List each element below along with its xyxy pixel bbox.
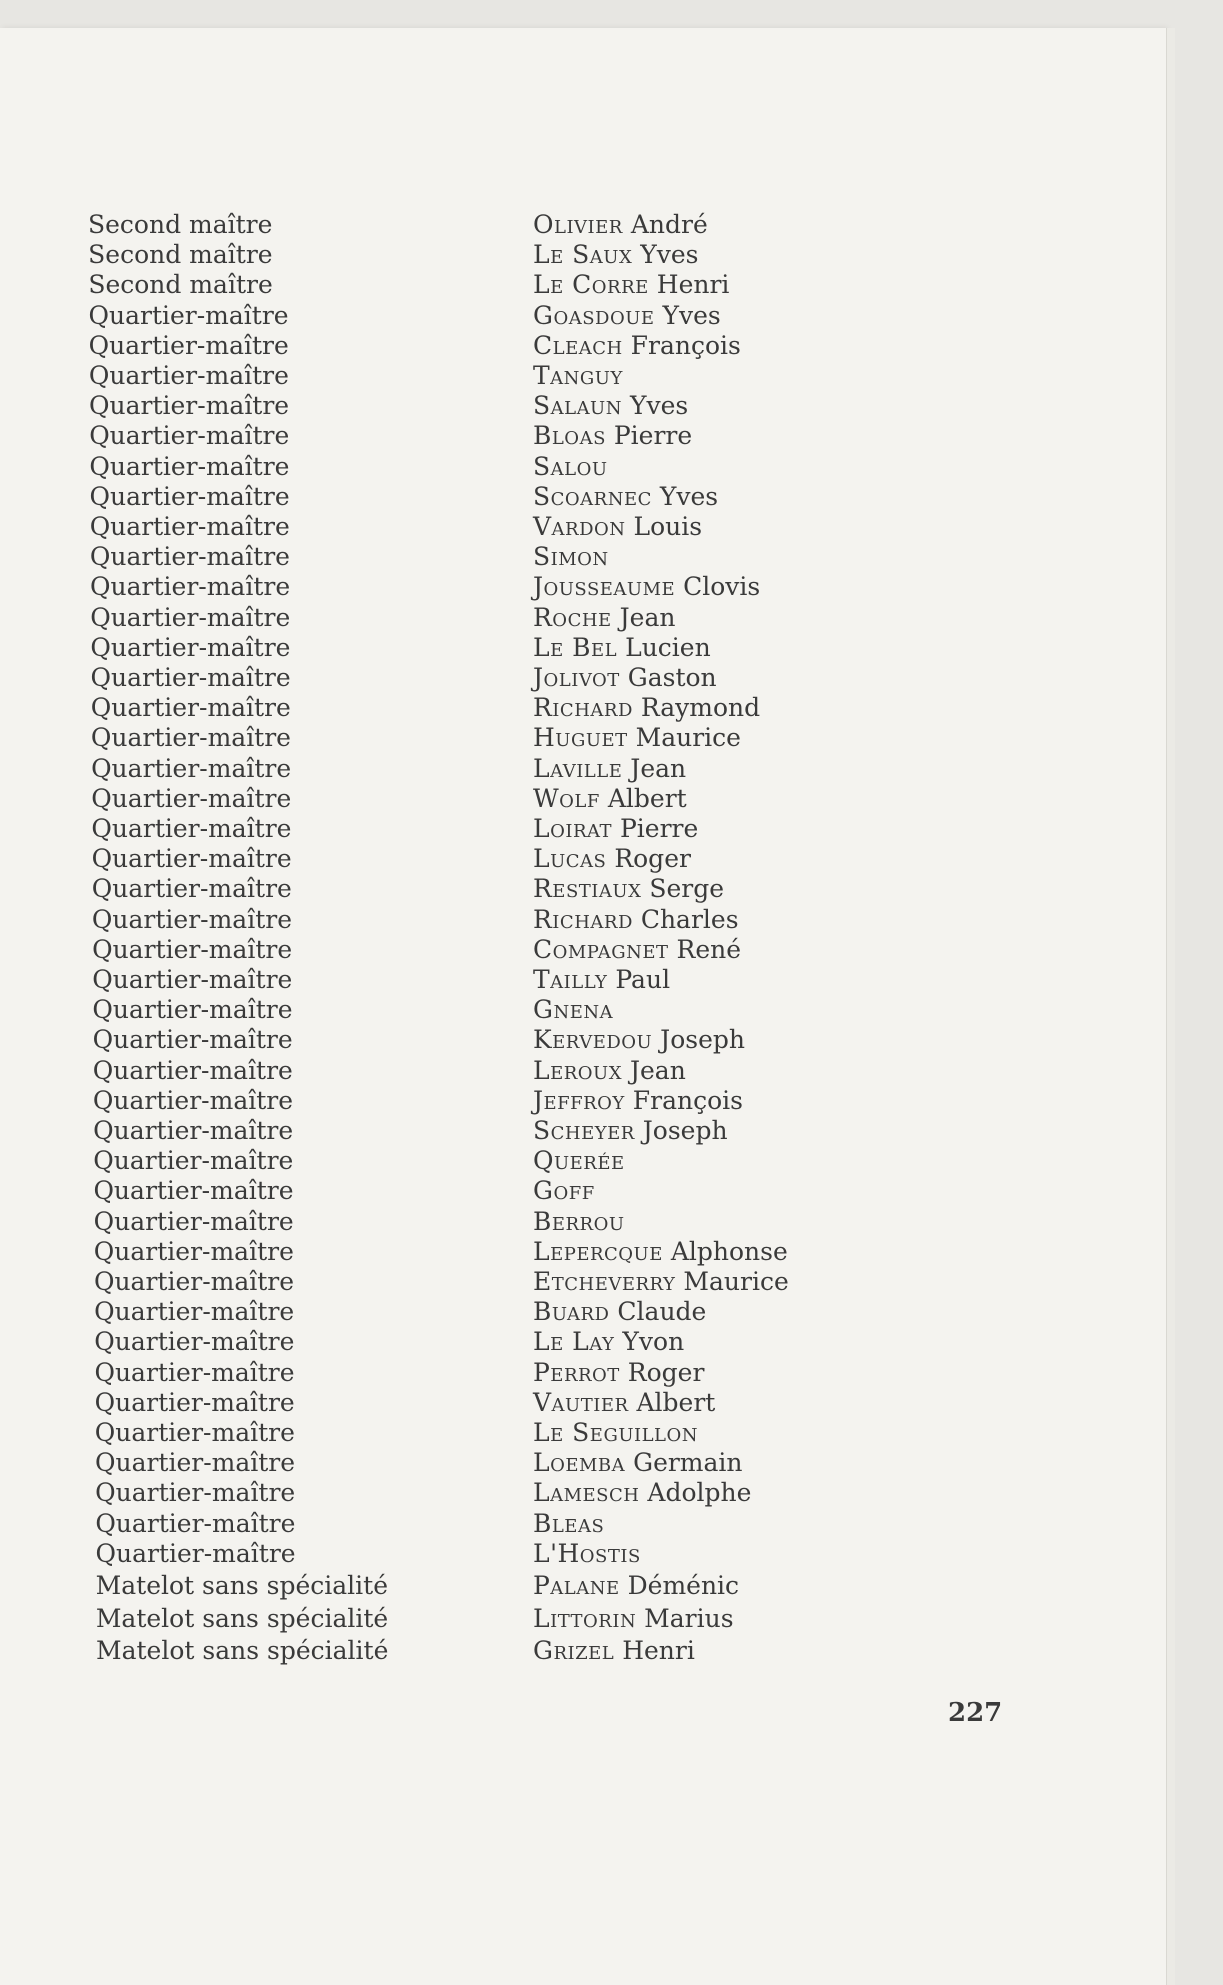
surname: Wolf [532,783,600,813]
crew-name [533,1358,704,1388]
surname: Perrot [532,1357,620,1387]
rank-label: Quartier-maître [93,1267,295,1296]
crew-name [533,995,613,1025]
first-name: Maurice [635,723,741,753]
surname: Lucas [532,844,607,874]
crew-name [533,874,724,904]
rank-label: Quartier-maître [94,1297,295,1327]
surname: Goasdoue [532,300,655,330]
rank-label: Quartier-maître [95,1478,296,1508]
surname: Salou [532,451,608,481]
surname: Huguet [532,723,628,753]
first-name: Clovis [683,572,761,602]
crew-name [533,210,708,240]
crew-name [533,512,702,542]
surname: Lamesch [532,1478,640,1508]
crew-name [533,814,698,844]
rank-label: Quartier-maître [92,1085,294,1115]
rank-label: Second maître [88,240,273,270]
rank-label: Quartier-maître [93,1116,294,1145]
rank-label: Quartier-maître [94,1387,295,1417]
first-name: Raymond [640,693,761,723]
rank-label: Matelot sans spécialité [95,1603,389,1633]
crew-name [533,1448,743,1478]
crew-name [533,240,699,270]
surname: Lepercque [532,1236,663,1266]
rank-label: Quartier-maître [89,391,290,421]
first-name: Paul [615,965,671,994]
rank-label: Quartier-maître [94,1327,295,1357]
rank-label: Quartier-maître [93,1146,294,1176]
crew-name [533,301,721,331]
first-name: Yvon [622,1327,685,1357]
crew-name [533,1478,751,1508]
crew-name [533,1237,788,1267]
crew-name [533,1146,625,1176]
crew-name [533,1327,684,1357]
rank-label: Quartier-maître [95,1508,296,1538]
rank-label: Quartier-maître [90,632,291,662]
surname: Richard [532,693,633,723]
crew-name [533,1176,595,1206]
crew-name [533,663,717,693]
crew-name [533,693,760,723]
first-name: Roger [614,844,691,874]
crew-name [533,1056,686,1086]
first-name: Gaston [627,663,717,692]
first-name: Yves [640,240,699,270]
first-name: Henri [656,270,730,300]
surname: Le Corre [532,270,649,300]
crew-name [533,1267,789,1297]
first-name: Adolphe [647,1478,752,1508]
rank-label: Quartier-maître [88,300,289,330]
first-name: Joseph [660,1025,745,1055]
crew-name [533,1604,734,1634]
crew-name [533,1636,695,1666]
rank-label: Quartier-maître [91,814,292,843]
rank-label: Quartier-maître [91,874,292,904]
crew-name [533,784,687,814]
rank-label: Quartier-maître [92,1025,293,1055]
surname: Cleach [532,330,623,360]
crew-name [533,965,670,995]
first-name: Yves [659,481,719,511]
first-name: Claude [617,1297,707,1327]
surname: Tailly [532,965,608,994]
first-name: Maurice [683,1267,789,1296]
page-edge [1166,28,1175,1985]
surname: Le Lay [532,1327,615,1357]
surname: Le Bel [532,632,618,662]
first-name: Marius [644,1603,734,1633]
rank-label: Quartier-maître [89,481,290,511]
first-name: André [630,210,708,239]
surname: Roche [532,602,612,632]
surname: Loemba [532,1448,626,1478]
crew-name [533,361,623,391]
surname: Grizel [533,1636,615,1666]
surname: Berrou [532,1206,625,1236]
first-name: Germain [633,1448,743,1478]
surname: Littorin [532,1603,637,1633]
crew-name [533,270,729,300]
surname: Salaun [532,391,622,421]
surname: Tanguy [532,361,623,390]
crew-name [533,1571,739,1601]
rank-label: Quartier-maître [92,995,293,1025]
rank-label: Quartier-maître [90,663,291,692]
surname: Jousseaume [532,572,676,602]
crew-name [533,603,675,633]
surname: Goff [532,1176,595,1206]
first-name: Déménic [627,1571,740,1600]
rank-label: Quartier-maître [90,572,291,602]
rank-label: Second maître [88,210,273,239]
surname: Etcheverry [532,1267,676,1296]
surname: Leroux [532,1055,623,1085]
surname: Bloas [532,421,606,451]
crew-name [533,1539,641,1569]
first-name: Yves [662,300,721,330]
first-name: Jean [619,602,676,632]
first-name: Jean [630,753,687,783]
crew-name [533,723,741,753]
surname: Jolivot [532,663,620,692]
first-name: François [630,330,741,360]
surname: Richard [532,904,633,934]
surname: Vautier [532,1387,629,1417]
rank-label: Quartier-maître [89,451,290,481]
crew-name [533,1388,715,1418]
surname: Laville [532,753,623,783]
surname: Olivier [533,210,623,239]
surname: Restiaux [532,874,642,904]
first-name: Lucien [625,632,711,662]
rank-label: Quartier-maître [93,1206,294,1236]
first-name: Pierre [619,814,699,843]
rank-label: Second maître [88,270,273,300]
first-name: Albert [636,1387,716,1417]
surname: Vardon [532,512,626,541]
crew-name [533,331,741,361]
surname: Querée [532,1146,625,1176]
first-name: Alphonse [670,1236,788,1266]
rank-label: Quartier-maître [93,1236,294,1266]
first-name: Albert [607,783,687,813]
surname: Compagnet [532,934,669,964]
rank-label: Quartier-maître [92,965,293,994]
surname: Loirat [532,814,613,843]
crew-name [533,905,739,935]
rank-label: Quartier-maître [89,512,290,541]
crew-name [533,633,711,663]
rank-label: Quartier-maître [94,1357,295,1387]
surname: Buard [532,1297,610,1327]
crew-name [533,482,718,512]
crew-name [533,844,691,874]
crew-name [533,452,608,482]
crew-name [533,1116,728,1146]
crew-name [533,1297,706,1327]
crew-name [533,1025,745,1055]
rank-label: Quartier-maître [88,361,289,390]
rank-label: Quartier-maître [90,602,291,632]
first-name: Joseph [642,1116,728,1145]
surname: Le Saux [532,240,633,270]
rank-label: Quartier-maître [89,421,290,451]
first-name: Louis [633,512,703,541]
crew-name [533,542,609,572]
rank-label: Quartier-maître [91,844,292,874]
first-name: Yves [629,391,689,421]
rank-label: Quartier-maître [90,693,291,723]
crew-name [533,572,760,602]
rank-label: Matelot sans spécialité [95,1571,389,1600]
rank-label: Quartier-maître [88,330,289,360]
rank-label: Quartier-maître [92,1055,293,1085]
crew-name [533,935,741,965]
rank-label: Matelot sans spécialité [96,1636,389,1666]
first-name: Pierre [613,421,693,451]
first-name: Henri [622,1636,695,1666]
first-name: Jean [629,1055,686,1085]
first-name: Roger [627,1357,705,1387]
rank-label: Quartier-maître [95,1538,296,1568]
surname: Jeffroy [532,1085,625,1115]
rank-label: Quartier-maître [94,1448,296,1478]
rank-label: Quartier-maître [94,1418,295,1447]
crew-name [533,421,692,451]
rank-label: Quartier-maître [91,753,292,783]
rank-label: Quartier-maître [92,934,293,964]
surname: Scheyer [532,1116,635,1145]
surname: Gnena [532,995,614,1025]
surname: Simon [532,542,609,572]
first-name: François [632,1085,743,1115]
rank-label: Quartier-maître [91,783,292,813]
crew-name [533,754,686,784]
crew-name [533,1418,698,1448]
surname: L'Hostis [532,1538,641,1568]
crew-name [533,1207,625,1237]
surname: Scoarnec [532,481,652,511]
page-number: 227 [948,1698,1003,1728]
crew-name [533,391,688,421]
first-name: René [676,934,742,964]
rank-label: Quartier-maître [93,1176,294,1206]
rank-label: Quartier-maître [90,723,291,753]
first-name: Charles [640,904,739,934]
surname: Kervedou [532,1025,653,1055]
crew-name [533,1509,604,1539]
rank-label: Quartier-maître [91,904,292,934]
surname: Le Seguillon [532,1418,699,1447]
first-name: Serge [649,874,725,904]
surname: Bleas [532,1508,605,1538]
crew-name [533,1086,743,1116]
rank-label: Quartier-maître [89,542,290,572]
surname: Palane [532,1571,620,1600]
